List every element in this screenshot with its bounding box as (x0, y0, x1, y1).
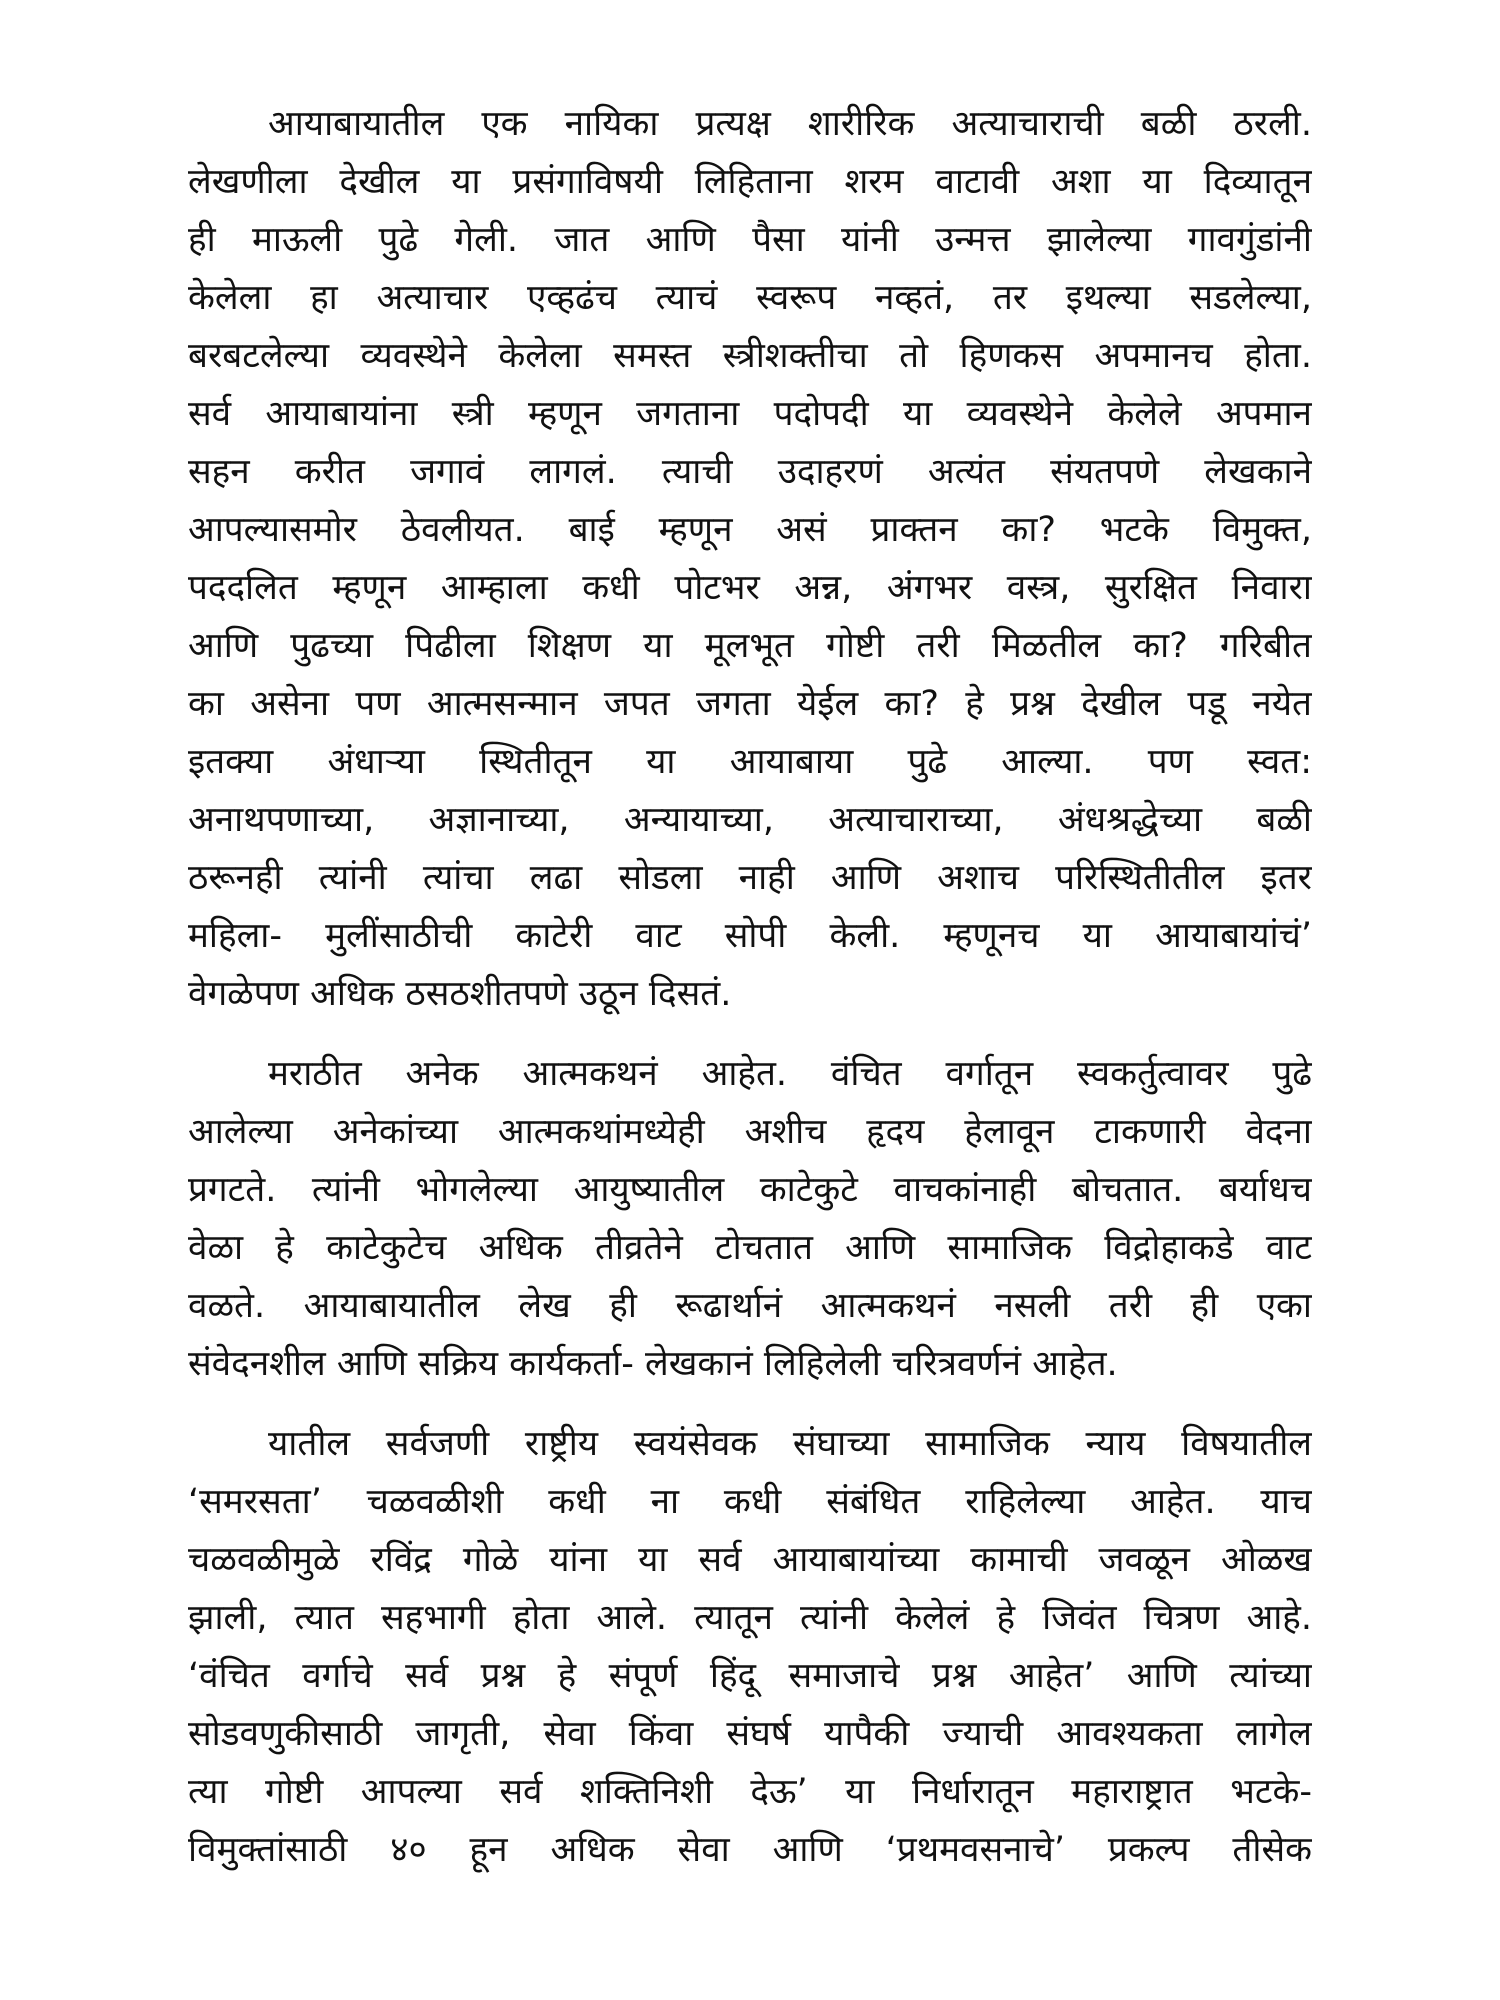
body-text (188, 95, 1312, 1901)
text-line: बरबटलेल्या व्यवस्थेने केलेला समस्त स्त्रीशक्तीचा तो हिणकस अपमानच होता. (188, 336, 1312, 376)
text-line: लेखणीला देखील या प्रसंगाविषयी लिहिताना शरम वाटावी अशा या दिव्यातून (188, 162, 1312, 202)
text-line: संवेदनशील आणि सक्रिय कार्यकर्ता- लेखकानं लिहिलेली चरित्रवर्णनं आहेत. (188, 1344, 1118, 1384)
text-line: पददलित म्हणून आम्हाला कधी पोटभर अन्न, अंगभर वस्त्र, सुरक्षित निवारा (188, 568, 1312, 608)
paragraph-2 (188, 1045, 1312, 1393)
text-line: केलेला हा अत्याचार एव्हढंच त्याचं स्वरूप नव्हतं, तर इथल्या सडलेल्या, (188, 278, 1312, 318)
text-line: आणि पुढच्या पिढीला शिक्षण या मूलभूत गोष्टी तरी मिळतील का? गरिबीत (188, 626, 1312, 666)
text-line: विमुक्तांसाठी ४० हून अधिक सेवा आणि ‘प्रथमवसनाचे’ प्रकल्प तीसेक (188, 1830, 1312, 1870)
text-line: सहन करीत जगावं लागलं. त्याची उदाहरणं अत्यंत संयतपणे लेखकाने (188, 452, 1312, 492)
text-line: आपल्यासमोर ठेवलीयत. बाई म्हणून असं प्राक्तन का? भटके विमुक्त, (188, 510, 1312, 550)
text-line: सर्व आयाबायांना स्त्री म्हणून जगताना पदोपदी या व्यवस्थेने केलेले अपमान (188, 394, 1312, 434)
text-line: ठरूनही त्यांनी त्यांचा लढा सोडला नाही आणि अशाच परिस्थितीतील इतर (188, 858, 1312, 898)
text-line: ही माऊली पुढे गेली. जात आणि पैसा यांनी उन्मत्त झालेल्या गावगुंडांनी (188, 220, 1312, 260)
text-line: महिला- मुलींसाठीची काटेरी वाट सोपी केली. म्हणूनच या आयाबायांचं’ (188, 916, 1312, 956)
text-line: ‘वंचित वर्गाचे सर्व प्रश्न हे संपूर्ण हिंदू समाजाचे प्रश्न आहेत’ आणि त्यांच्या (188, 1656, 1312, 1696)
text-line: यातील सर्वजणी राष्ट्रीय स्वयंसेवक संघाच्या सामाजिक न्याय विषयातील (268, 1424, 1312, 1464)
text-line: चळवळीमुळे रविंद्र गोळे यांना या सर्व आयाबायांच्या कामाची जवळून ओळख (188, 1540, 1312, 1580)
text-line: मराठीत अनेक आत्मकथनं आहेत. वंचित वर्गातून स्वकर्तुत्वावर पुढे (268, 1054, 1312, 1094)
text-line: वळते. आयाबायातील लेख ही रूढार्थानं आत्मकथनं नसली तरी ही एका (188, 1286, 1312, 1326)
text-line: वेगळेपण अधिक ठसठशीतपणे उठून दिसतं. (188, 974, 732, 1014)
text-line: ‘समरसता’ चळवळीशी कधी ना कधी संबंधित राहिलेल्या आहेत. याच (188, 1482, 1312, 1522)
paragraph-3 (188, 1415, 1312, 1879)
text-line: अनाथपणाच्या, अज्ञानाच्या, अन्यायाच्या, अत्याचाराच्या, अंधश्रद्धेच्या बळी (188, 800, 1312, 840)
text-line: प्रगटते. त्यांनी भोगलेल्या आयुष्यातील काटेकुटे वाचकांनाही बोचतात. बर्याधच (188, 1170, 1312, 1210)
text-line: झाली, त्यात सहभागी होता आले. त्यातून त्यांनी केलेलं हे जिवंत चित्रण आहे. (188, 1598, 1312, 1638)
text-line: आलेल्या अनेकांच्या आत्मकथांमध्येही अशीच हृदय हेलावून टाकणारी वेदना (188, 1112, 1312, 1152)
text-line: त्या गोष्टी आपल्या सर्व शक्तिनिशी देऊ’ या निर्धारातून महाराष्ट्रात भटके- (188, 1772, 1312, 1812)
text-line: इतक्या अंधाऱ्या स्थितीतून या आयाबाया पुढे आल्या. पण स्वत: (188, 742, 1312, 782)
text-line: सोडवणुकीसाठी जागृती, सेवा किंवा संघर्ष यापैकी ज्याची आवश्यकता लागेल (188, 1714, 1312, 1754)
text-line: आयाबायातील एक नायिका प्रत्यक्ष शारीरिक अत्याचाराची बळी ठरली. (268, 104, 1312, 144)
paragraph-1 (188, 95, 1312, 1023)
text-line: वेळा हे काटेकुटेच अधिक तीव्रतेने टोचतात आणि सामाजिक विद्रोहाकडे वाट (188, 1228, 1312, 1268)
text-line: का असेना पण आत्मसन्मान जपत जगता येईल का? हे प्रश्न देखील पडू नयेत (188, 684, 1312, 724)
